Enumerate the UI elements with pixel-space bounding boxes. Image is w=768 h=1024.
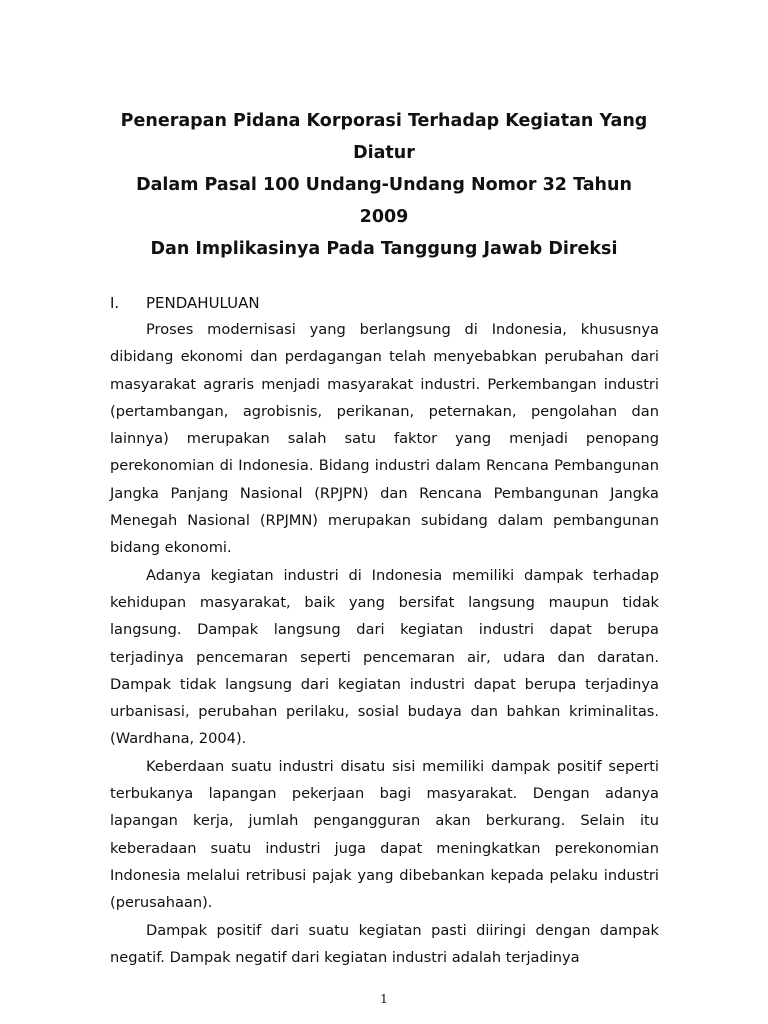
document-title [108, 105, 660, 265]
title-line: Dalam Pasal 100 Undang-Undang Nomor 32 Tahun [136, 175, 632, 195]
paragraph: Keberdaan suatu industri disatu sisi memiliki dampak positif seperti terbukanya lapangan pekerjaan bagi masyarakat. Dengan adanya lapangan kerja, jumlah pengangguran akan berkurang. Selain itu keberadaan suatu industri juga dapat meningkatkan perekonomian Indonesia melalui retribusi pajak yang dibebankan kepada pelaku industri (perusahaan). [110, 757, 659, 912]
title-line: Diatur [353, 143, 415, 163]
title-line: 2009 [359, 207, 409, 227]
section-heading [110, 292, 260, 314]
paragraph: Dampak positif dari suatu kegiatan pasti diiringi dengan dampak negatif. Dampak negatif dari kegiatan industri adalah terjadinya [110, 921, 659, 966]
page-number: 1 [380, 992, 388, 1006]
section-heading-text: PENDAHULUAN [146, 294, 260, 312]
paragraph: Proses modernisasi yang berlangsung di Indonesia, khususnya dibidang ekonomi dan perdagangan telah menyebabkan perubahan dari masyarakat agraris menjadi masyarakat industri. Perkembangan industri (pertambangan, agrobisnis, perikanan, peternakan, pengolahan dan lainnya) merupakan salah satu faktor yang menjadi penopang perekonomian di Indonesia. Bidang industri dalam Rencana Pembangunan Jangka Panjang Nasional (RPJPN) dan Rencana Pembangunan Jangka Menegah Nasional (RPJMN) merupakan subidang dalam pembangunan bidang ekonomi. [110, 321, 659, 557]
body-text [110, 316, 659, 971]
title-line: Penerapan Pidana Korporasi Terhadap Kegiatan Yang [120, 111, 648, 131]
paragraph: Adanya kegiatan industri di Indonesia memiliki dampak terhadap kehidupan masyarakat, baik yang bersifat langsung maupun tidak langsung. Dampak langsung dari kegiatan industri dapat berupa terjadinya pencemaran seperti pencemaran air, udara dan daratan. Dampak tidak langsung dari kegiatan industri dapat berupa terjadinya urbanisasi, perubahan perilaku, sosial budaya dan bahkan kriminalitas. (Wardhana, 2004). [110, 566, 659, 748]
title-line: Dan Implikasinya Pada Tanggung Jawab Direksi [150, 239, 618, 259]
section-number: I. [110, 294, 120, 312]
